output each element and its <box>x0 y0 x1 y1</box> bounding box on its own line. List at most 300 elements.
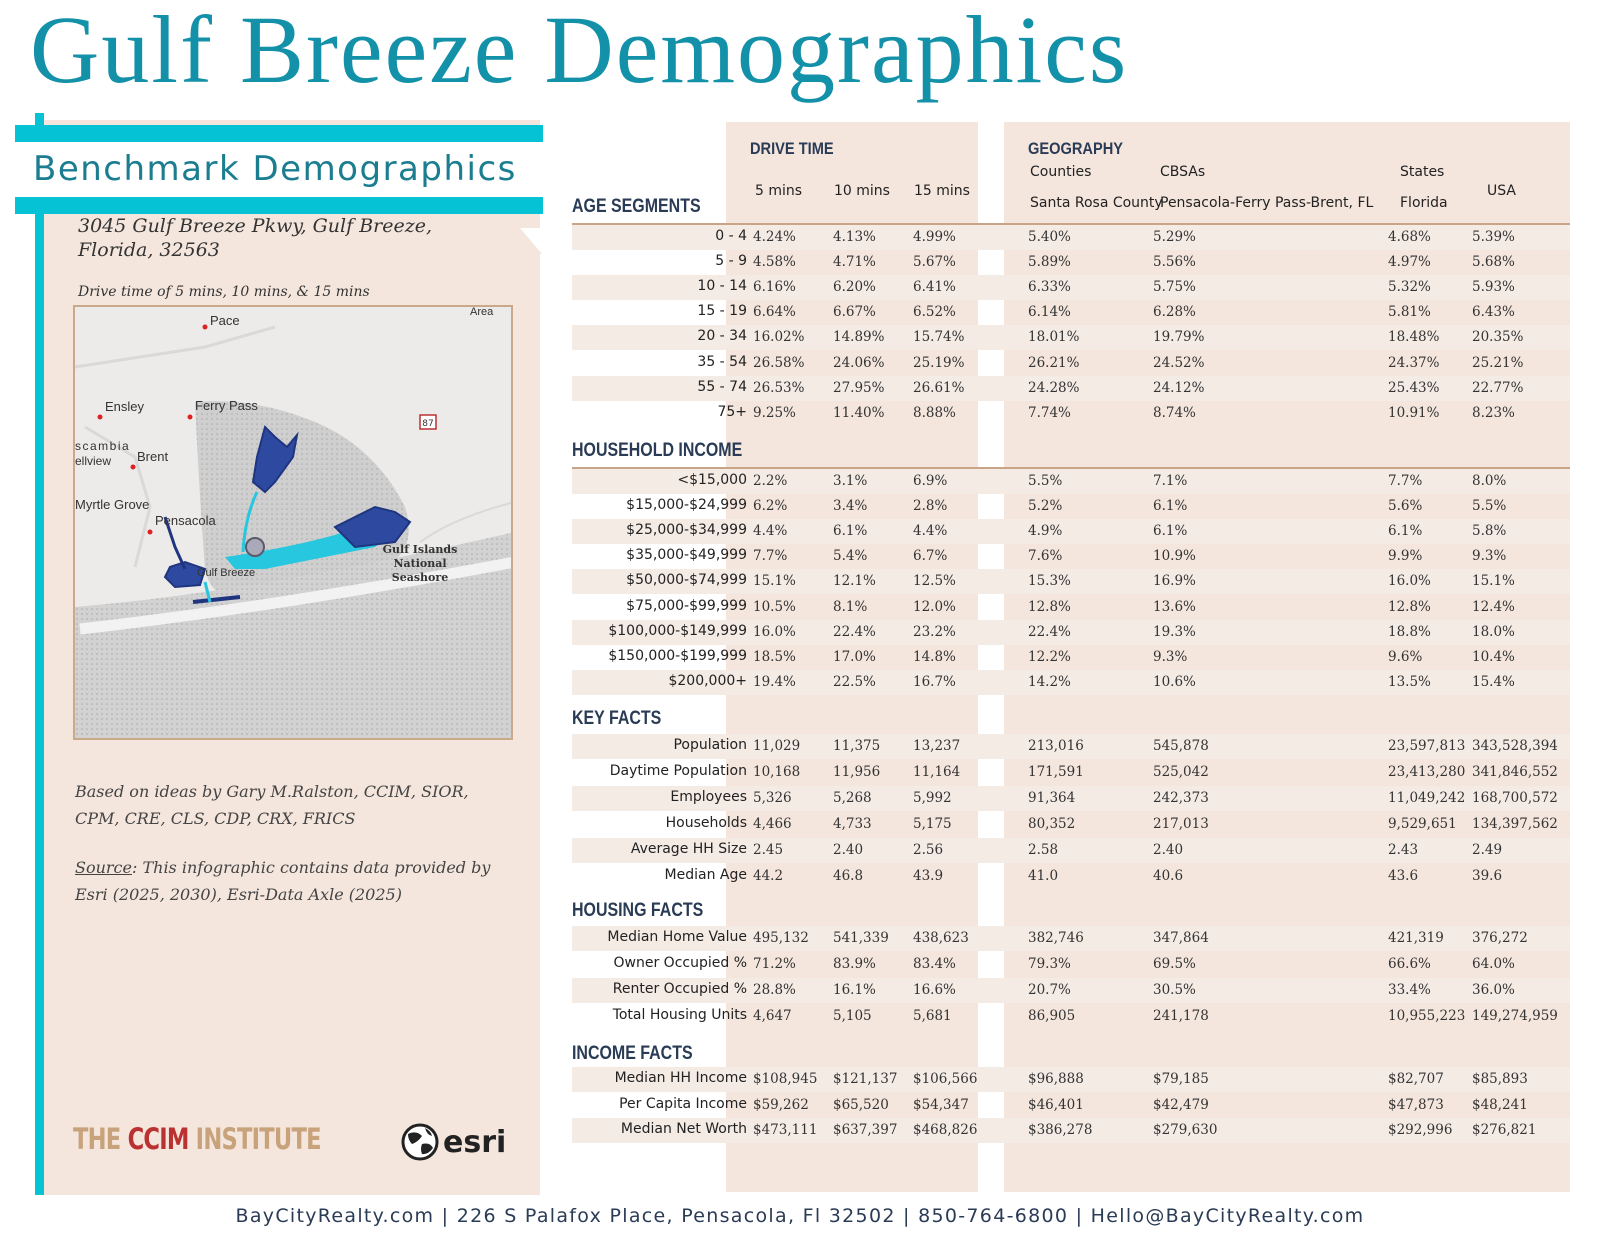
table-cell: 26.61% <box>913 380 965 396</box>
table-cell: 25.21% <box>1472 355 1524 371</box>
city-dot-icon <box>188 415 193 420</box>
col-header-10-mins: 10 mins <box>834 183 890 199</box>
table-cell: 5.5% <box>1028 473 1063 489</box>
row-label: 0 - 4 <box>715 228 747 244</box>
map-label-pace: Pace <box>210 313 240 328</box>
table-cell: 66.6% <box>1388 956 1431 972</box>
table-cell: 8.88% <box>913 405 956 421</box>
table-cell: 6.41% <box>913 279 956 295</box>
table-cell: 5.32% <box>1388 279 1431 295</box>
table-cell: 30.5% <box>1153 982 1196 998</box>
table-cell: 26.58% <box>753 355 805 371</box>
row-label: $75,000-$99,999 <box>626 598 747 614</box>
table-cell: 40.6 <box>1153 868 1184 884</box>
table-cell: 12.8% <box>1028 599 1071 615</box>
table-cell: 6.52% <box>913 304 956 320</box>
table-cell: $386,278 <box>1028 1122 1093 1138</box>
table-cell: 5.75% <box>1153 279 1196 295</box>
table-cell: 545,878 <box>1153 738 1209 754</box>
table-cell: 2.40 <box>1153 842 1184 858</box>
table-cell: 4,647 <box>753 1008 792 1024</box>
table-cell: 20.35% <box>1472 329 1524 345</box>
table-row <box>572 376 1570 401</box>
table-cell: 15.74% <box>913 329 965 345</box>
row-label: Average HH Size <box>630 841 747 857</box>
table-cell: 43.6 <box>1388 868 1419 884</box>
table-cell: 6.33% <box>1028 279 1071 295</box>
table-row <box>572 1093 1570 1118</box>
table-cell: 438,623 <box>913 930 969 946</box>
drive-time-note: Drive time of 5 mins, 10 mins, & 15 mins <box>78 284 370 300</box>
table-cell: 12.0% <box>913 599 956 615</box>
table-cell: 22.4% <box>1028 624 1071 640</box>
table-cell: 5.89% <box>1028 254 1071 270</box>
table-cell: 6.1% <box>1388 523 1423 539</box>
table-cell: 5.93% <box>1472 279 1515 295</box>
table-cell: 4.4% <box>753 523 788 539</box>
table-cell: 25.43% <box>1388 380 1440 396</box>
table-cell: 2.8% <box>913 498 948 514</box>
esri-wordmark: esri <box>443 1124 507 1160</box>
table-cell: 2.56 <box>913 842 944 858</box>
row-label: $50,000-$74,999 <box>626 572 747 588</box>
table-row <box>572 351 1570 376</box>
table-cell: 4.13% <box>833 229 876 245</box>
table-row <box>572 569 1570 594</box>
table-cell: 10.9% <box>1153 548 1196 564</box>
table-cell: 18.5% <box>753 649 796 665</box>
row-label: Owner Occupied % <box>613 955 747 971</box>
table-row <box>572 494 1570 519</box>
table-cell: 5,326 <box>753 790 792 806</box>
table-cell: 16.1% <box>833 982 876 998</box>
ccim-logo-the: THE <box>73 1122 128 1156</box>
table-cell: 6.7% <box>913 548 948 564</box>
table-cell: 4.9% <box>1028 523 1063 539</box>
table-row <box>572 250 1570 275</box>
table-cell: 5.5% <box>1472 498 1507 514</box>
table-cell: 541,339 <box>833 930 889 946</box>
table-cell: 12.5% <box>913 573 956 589</box>
table-row <box>572 786 1570 811</box>
map-label-gulf-islands: Gulf Islands <box>382 543 458 556</box>
table-cell: 4,733 <box>833 816 872 832</box>
row-label: $100,000-$149,999 <box>608 623 747 639</box>
source-label: Source <box>75 858 132 877</box>
table-cell: 16.7% <box>913 674 956 690</box>
map-label-brent: Brent <box>137 449 169 464</box>
table-cell: 376,272 <box>1472 930 1528 946</box>
table-cell: $96,888 <box>1028 1071 1084 1087</box>
table-cell: 43.9 <box>913 868 944 884</box>
table-row <box>572 734 1570 759</box>
table-cell: 6.1% <box>1153 498 1188 514</box>
table-cell: 217,013 <box>1153 816 1209 832</box>
geography-header: GEOGRAPHY <box>1028 139 1124 158</box>
table-row <box>572 620 1570 645</box>
table-cell: $279,630 <box>1153 1122 1218 1138</box>
table-cell: 18.0% <box>1472 624 1515 640</box>
row-label: Households <box>665 815 747 831</box>
location-marker-icon <box>246 538 264 556</box>
table-cell: 149,274,959 <box>1472 1008 1558 1024</box>
table-cell: 5.81% <box>1388 304 1431 320</box>
row-label: Daytime Population <box>609 763 747 779</box>
table-cell: 5.2% <box>1028 498 1063 514</box>
table-row <box>572 544 1570 569</box>
map-label-ensley: Ensley <box>105 399 145 414</box>
table-cell: $82,707 <box>1388 1071 1444 1087</box>
table-cell: 4.99% <box>913 229 956 245</box>
col-header-15-mins: 15 mins <box>914 183 970 199</box>
table-cell: 2.45 <box>753 842 784 858</box>
table-cell: 10.6% <box>1153 674 1196 690</box>
table-cell: 5.56% <box>1153 254 1196 270</box>
table-cell: 5.6% <box>1388 498 1423 514</box>
row-label: Employees <box>670 789 747 805</box>
table-row <box>572 595 1570 620</box>
map-label-gulf-breeze: Gulf Breeze <box>197 567 256 579</box>
table-cell: 6.16% <box>753 279 796 295</box>
table-row <box>572 812 1570 837</box>
table-cell: 7.1% <box>1153 473 1188 489</box>
table-cell: 16.6% <box>913 982 956 998</box>
credit-note: Based on ideas by Gary M.Ralston, CCIM, SIOR, CPM, CRE, CLS, CDP, CRX, FRICS <box>75 782 469 828</box>
table-cell: 86,905 <box>1028 1008 1076 1024</box>
table-cell: 3.1% <box>833 473 868 489</box>
row-label: $35,000-$49,999 <box>626 547 747 563</box>
table-cell: 25.19% <box>913 355 965 371</box>
table-cell: 19.4% <box>753 674 796 690</box>
table-cell: 22.5% <box>833 674 876 690</box>
table-cell: 79.3% <box>1028 956 1071 972</box>
table-cell: 6.64% <box>753 304 796 320</box>
table-row <box>572 300 1570 325</box>
table-cell: 19.3% <box>1153 624 1196 640</box>
table-row <box>572 864 1570 889</box>
table-cell: 5.4% <box>833 548 868 564</box>
row-label: 55 - 74 <box>697 379 747 395</box>
table-row <box>572 519 1570 544</box>
table-cell: 15.1% <box>753 573 796 589</box>
table-cell: 15.4% <box>1472 674 1515 690</box>
table-cell: $468,826 <box>913 1122 978 1138</box>
table-cell: $108,945 <box>753 1071 818 1087</box>
table-cell: 6.1% <box>833 523 868 539</box>
table-cell: 12.4% <box>1472 599 1515 615</box>
row-label: Median Net Worth <box>620 1121 747 1137</box>
map-label-seashore: Seashore <box>391 571 449 584</box>
table-cell: 23,597,813 <box>1388 738 1466 754</box>
table-cell: $292,996 <box>1388 1122 1453 1138</box>
table-cell: 5.8% <box>1472 523 1507 539</box>
row-label: $15,000-$24,999 <box>626 497 747 513</box>
table-cell: 13.6% <box>1153 599 1196 615</box>
table-cell: 10.91% <box>1388 405 1440 421</box>
table-cell: 382,746 <box>1028 930 1084 946</box>
esri-logo <box>400 1122 506 1162</box>
table-cell: 8.23% <box>1472 405 1515 421</box>
table-cell: 6.14% <box>1028 304 1071 320</box>
ccim-logo <box>73 1122 321 1156</box>
table-cell: 18.8% <box>1388 624 1431 640</box>
table-cell: 8.1% <box>833 599 868 615</box>
table-cell: 14.2% <box>1028 674 1071 690</box>
source-text: : This infographic contains data provided by Esri (2025, 2030), Esri-Data Axle (2025) <box>75 858 491 904</box>
table-cell: 5.29% <box>1153 229 1196 245</box>
table-cell: 11,049,242 <box>1388 790 1466 806</box>
table-row <box>572 225 1570 250</box>
map-label-myrtle-grove: Myrtle Grove <box>75 497 150 512</box>
table-cell: 525,042 <box>1153 764 1209 780</box>
table-cell: 10.4% <box>1472 649 1515 665</box>
row-label: Median Home Value <box>607 929 747 945</box>
table-cell: 213,016 <box>1028 738 1084 754</box>
table-cell: 16.0% <box>753 624 796 640</box>
table-cell: 242,373 <box>1153 790 1209 806</box>
table-cell: $59,262 <box>753 1097 809 1113</box>
row-label: $200,000+ <box>668 673 747 689</box>
table-cell: $121,137 <box>833 1071 898 1087</box>
table-cell: 10,168 <box>753 764 801 780</box>
table-cell: 12.1% <box>833 573 876 589</box>
table-cell: 168,700,572 <box>1472 790 1558 806</box>
property-address: 3045 Gulf Breeze Pkwy, Gulf Breeze, Florida, 32563 <box>78 215 433 261</box>
cbsas-label: CBSAs <box>1160 164 1206 180</box>
table-cell: $85,893 <box>1472 1071 1528 1087</box>
table-cell: 6.2% <box>753 498 788 514</box>
table-cell: 83.9% <box>833 956 876 972</box>
table-cell: $79,185 <box>1153 1071 1209 1087</box>
table-cell: 80,352 <box>1028 816 1076 832</box>
table-cell: 5,175 <box>913 816 952 832</box>
ccim-logo-institute: INSTITUTE <box>188 1122 321 1156</box>
table-cell: 7.74% <box>1028 405 1071 421</box>
table-cell: 71.2% <box>753 956 796 972</box>
table-cell: 24.12% <box>1153 380 1205 396</box>
table-cell: 22.77% <box>1472 380 1524 396</box>
table-cell: 6.20% <box>833 279 876 295</box>
table-cell: $46,401 <box>1028 1097 1084 1113</box>
table-cell: 9.3% <box>1472 548 1507 564</box>
table-cell: 36.0% <box>1472 982 1515 998</box>
map-label-national: National <box>393 557 447 570</box>
table-cell: 2.40 <box>833 842 864 858</box>
row-label: 15 - 19 <box>697 303 747 319</box>
table-row <box>572 978 1570 1003</box>
table-cell: 41.0 <box>1028 868 1059 884</box>
table-cell: 14.89% <box>833 329 885 345</box>
city-dot-icon <box>98 415 103 420</box>
table-cell: 91,364 <box>1028 790 1076 806</box>
table-cell: 2.2% <box>753 473 788 489</box>
table-cell: 11,164 <box>913 764 961 780</box>
table-cell: 23,413,280 <box>1388 764 1466 780</box>
row-label: 20 - 34 <box>697 328 747 344</box>
accent-bar-bottom <box>15 197 543 214</box>
table-row <box>572 645 1570 670</box>
row-label: 10 - 14 <box>697 278 747 294</box>
map-label-escambia: scambia <box>75 439 131 453</box>
table-row <box>572 952 1570 977</box>
table-cell: 7.7% <box>1388 473 1423 489</box>
table-cell: 46.8 <box>833 868 864 884</box>
table-cell: 3.4% <box>833 498 868 514</box>
table-cell: 5.68% <box>1472 254 1515 270</box>
contact-footer: BayCityRealty.com | 226 S Palafox Place, Pensacola, Fl 32502 | 850-764-6800 | Hello@BayCityRealty.com <box>235 1205 1365 1227</box>
table-cell: $637,397 <box>833 1122 898 1138</box>
globe-icon <box>400 1122 440 1162</box>
row-label: 75+ <box>717 404 747 420</box>
table-cell: 421,319 <box>1388 930 1444 946</box>
section-title: HOUSEHOLD INCOME <box>572 440 743 461</box>
row-label: $150,000-$199,999 <box>608 648 747 664</box>
table-cell: 5.39% <box>1472 229 1515 245</box>
table-cell: 39.6 <box>1472 868 1503 884</box>
table-cell: 28.8% <box>753 982 796 998</box>
table-cell: $65,520 <box>833 1097 889 1113</box>
table-cell: 7.6% <box>1028 548 1063 564</box>
table-cell: 12.2% <box>1028 649 1071 665</box>
table-cell: 7.7% <box>753 548 788 564</box>
accent-bar-vertical <box>35 113 44 1195</box>
row-label: 35 - 54 <box>697 354 747 370</box>
section-title: AGE SEGMENTS <box>572 196 701 217</box>
ccim-logo-ccim: CCIM <box>127 1122 189 1156</box>
table-cell: 5,992 <box>913 790 952 806</box>
table-cell: 8.0% <box>1472 473 1507 489</box>
table-row <box>572 275 1570 300</box>
map-label-ferry-pass: Ferry Pass <box>195 398 258 413</box>
table-cell: 24.28% <box>1028 380 1080 396</box>
table-cell: 343,528,394 <box>1472 738 1558 754</box>
source-note <box>75 854 505 908</box>
table-cell: 69.5% <box>1153 956 1196 972</box>
table-cell: 9,529,651 <box>1388 816 1457 832</box>
row-label: Population <box>673 737 747 753</box>
table-cell: 171,591 <box>1028 764 1084 780</box>
col-header-state: Florida <box>1400 195 1448 211</box>
page-title: Gulf Breeze Demographics <box>30 0 1129 103</box>
table-cell: 9.6% <box>1388 649 1423 665</box>
table-cell: 4,466 <box>753 816 792 832</box>
city-dot-icon <box>148 530 153 535</box>
table-cell: 241,178 <box>1153 1008 1209 1024</box>
table-cell: 12.8% <box>1388 599 1431 615</box>
table-cell: 9.3% <box>1153 649 1188 665</box>
row-label: Per Capita Income <box>619 1096 747 1112</box>
table-cell: $54,347 <box>913 1097 969 1113</box>
row-label: $25,000-$34,999 <box>626 522 747 538</box>
table-row <box>572 838 1570 863</box>
row-label: Total Housing Units <box>612 1007 747 1023</box>
table-cell: $473,111 <box>753 1122 818 1138</box>
city-dot-icon <box>203 325 208 330</box>
table-cell: 5,268 <box>833 790 872 806</box>
table-cell: 26.53% <box>753 380 805 396</box>
table-cell: 11,956 <box>833 764 881 780</box>
table-cell: 341,846,552 <box>1472 764 1558 780</box>
table-row <box>572 1118 1570 1143</box>
table-cell: 347,864 <box>1153 930 1209 946</box>
accent-bar-top <box>15 125 543 142</box>
table-cell: 17.0% <box>833 649 876 665</box>
panel-notch <box>520 228 542 254</box>
row-label: Median Age <box>664 867 747 883</box>
drive-time-map <box>73 305 513 740</box>
table-cell: 10,955,223 <box>1388 1008 1466 1024</box>
table-cell: 11,029 <box>753 738 801 754</box>
table-cell: 4.58% <box>753 254 796 270</box>
row-label: Median HH Income <box>614 1070 747 1086</box>
table-cell: 6.67% <box>833 304 876 320</box>
table-cell: $106,566 <box>913 1071 978 1087</box>
table-cell: 2.43 <box>1388 842 1419 858</box>
table-cell: 83.4% <box>913 956 956 972</box>
table-cell: 13,237 <box>913 738 961 754</box>
table-cell: 6.28% <box>1153 304 1196 320</box>
table-cell: 5.67% <box>913 254 956 270</box>
table-cell: 20.7% <box>1028 982 1071 998</box>
table-cell: 15.1% <box>1472 573 1515 589</box>
counties-label: Counties <box>1030 164 1092 180</box>
col-header-usa: USA <box>1487 183 1516 199</box>
city-dot-icon <box>131 465 136 470</box>
table-cell: 64.0% <box>1472 956 1515 972</box>
table-cell: $47,873 <box>1388 1097 1444 1113</box>
table-cell: 16.02% <box>753 329 805 345</box>
table-cell: 8.74% <box>1153 405 1196 421</box>
table-row <box>572 1004 1570 1029</box>
table-cell: 16.9% <box>1153 573 1196 589</box>
section-title: KEY FACTS <box>572 708 662 729</box>
table-cell: 5,681 <box>913 1008 952 1024</box>
table-cell: 11.40% <box>833 405 885 421</box>
table-cell: 4.4% <box>913 523 948 539</box>
table-cell: 9.9% <box>1388 548 1423 564</box>
table-cell: 16.0% <box>1388 573 1431 589</box>
section-title: HOUSING FACTS <box>572 900 704 921</box>
col-header-5-mins: 5 mins <box>755 183 803 199</box>
table-cell: 24.52% <box>1153 355 1205 371</box>
table-cell: 22.4% <box>833 624 876 640</box>
table-cell: 6.43% <box>1472 304 1515 320</box>
table-cell: 14.8% <box>913 649 956 665</box>
table-cell: 2.49 <box>1472 842 1503 858</box>
row-label: <$15,000 <box>677 472 747 488</box>
table-cell: 2.58 <box>1028 842 1059 858</box>
table-cell: 134,397,562 <box>1472 816 1558 832</box>
table-cell: 6.1% <box>1153 523 1188 539</box>
table-cell: 26.21% <box>1028 355 1080 371</box>
map-graphic <box>75 307 513 740</box>
table-cell: 4.68% <box>1388 229 1431 245</box>
table-cell: 44.2 <box>753 868 784 884</box>
table-row <box>572 1067 1570 1092</box>
table-cell: 4.97% <box>1388 254 1431 270</box>
table-cell: $48,241 <box>1472 1097 1528 1113</box>
table-cell: 24.37% <box>1388 355 1440 371</box>
map-label-area: Area <box>470 307 494 318</box>
table-cell: 23.2% <box>913 624 956 640</box>
table-cell: 19.79% <box>1153 329 1205 345</box>
map-label-pensacola: Pensacola <box>155 513 216 528</box>
table-cell: 24.06% <box>833 355 885 371</box>
map-label-ellview: ellview <box>75 454 112 468</box>
table-row <box>572 670 1570 695</box>
table-cell: 4.24% <box>753 229 796 245</box>
states-label: States <box>1400 164 1445 180</box>
